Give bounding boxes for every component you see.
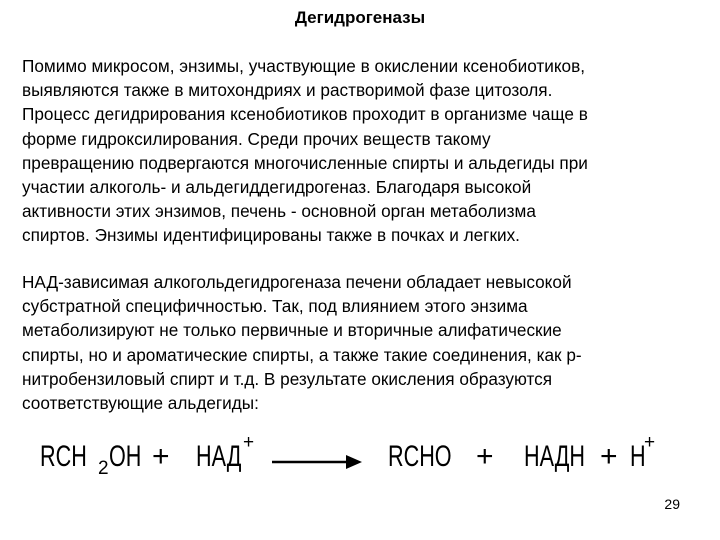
oxidation-equation (40, 432, 700, 500)
product-nadh (524, 440, 609, 474)
reactant-alcohol-part1: RCH (40, 440, 87, 473)
product-aldehyde-text: RCHO (388, 440, 452, 473)
reactant-alcohol-part2: OH (109, 440, 142, 473)
plus-sign-1: + (152, 440, 170, 473)
paragraph-dehydrogenases-intro: Помимо микросом, энзимы, участвующие в окислении ксенобиотиков, выявляются также в митохондриях и растворимой фазе цитозоля. Процесс дегидрирования ксенобиотиков проходит в организме чаще в форме гидроксилирования. Среди прочих веществ такому превращению подвергаются многочисленные спирты и альдегиды при участии алкоголь- и альдегиддегидрогеназ. Благодаря высокой активности этих энзимов, печень - основной орган метаболизма спиртов. Энзимы идентифицированы также в почках и легких. (22, 56, 588, 246)
paragraph-nad-alcohol-dehydrogenase: НАД-зависимая алкогольдегидрогеназа печени обладает невысокой субстратной специфичностью. Так, под влиянием этого энзима метаболизируют не только первичные и вторичные алифатические спирты, но и ароматические спирты, а также такие соединения, как р- нитробензиловый спирт и т.д. В результате окисления образуются соответствующие альдегиды: (22, 272, 582, 414)
product-proton-text: H (630, 440, 646, 473)
plus-sign-3: + (600, 440, 618, 473)
reactant-nad-superscript: + (243, 432, 255, 453)
product-nadh-text: НАДН (524, 440, 585, 473)
page-number: 29 (664, 496, 680, 512)
plus-sign-2: + (476, 440, 494, 473)
reactant-alcohol-subscript: 2 (98, 458, 109, 479)
product-proton-superscript: + (644, 432, 656, 453)
product-aldehyde (388, 440, 476, 474)
slide-title: Дегидрогеназы (294, 8, 426, 27)
reactant-nad-text: НАД (196, 440, 242, 473)
